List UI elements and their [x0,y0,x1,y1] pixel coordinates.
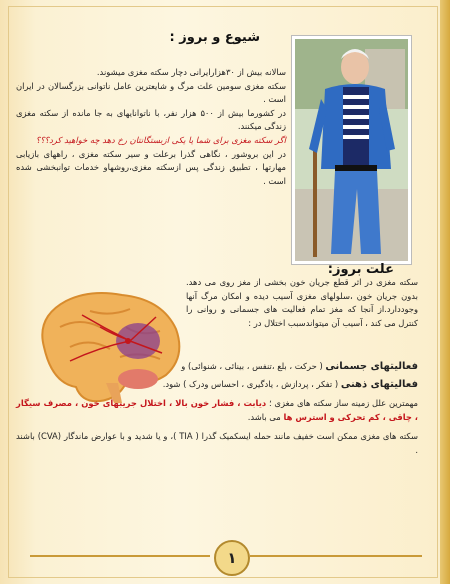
tia-text: سکته های مغزی ممکن است خفیف مانند حمله ایسکمیک گذرا ( TIA )، و یا شدید و با عوارض ماندگار (CVA) باشند . [16,431,418,455]
section-title-prevalence: شیوع و بروز : [169,30,260,45]
elderly-man-photo [292,36,411,264]
mental-activities-text: ( تفکر ، پردازش ، یادگیری ، احساس ودرک ) شود. [162,378,339,389]
mental-activities [16,378,418,392]
page-number: ۱ [214,540,250,576]
physical-activities-label: فعالیتهای جسمانی [325,361,418,372]
physical-activities [16,360,418,374]
elderly-man-illustration [295,39,408,261]
risk-intro: مهمترین علل زمینه ساز سکته های مغزی ؛ [268,398,419,409]
prevalence-text [16,66,286,188]
risk-factors [16,397,418,424]
footer-line-right [250,555,422,557]
highlight-question: اگر سکته مغزی برای شما یا یکی ازبستگانتان رخ دهد چه خواهید کرد؟؟؟ [35,134,286,145]
physical-activities-text: ( حرکت ، بلع ،تنفس ، بینائی ، شنوائی) و [181,361,323,371]
section-title-cause: علت بروز: [327,262,394,277]
mental-activities-label: فعالیتهای ذهنی [340,378,418,390]
cause-lists [16,360,418,458]
prevalence-para-3: در کشورما بیش از ۵۰۰ هزار نفر، با ناتوانایهای به جا مانده از سکته مغزی زندگی میکنند. [16,107,286,132]
cause-para-1: سکته مغزی در اثر قطع جریان خون بخشی از مغز روی می دهد. بدون جریان خون ،سلولهای مغزی آسیب دیده و امکان مرگ آنها وجوددارد.از آنجا که مغز تمام فعالیت های جسمانی و روانی را کنترل می کند ، آسیب آن میتواندسبب اختلال در : [186,277,418,328]
prevalence-para-4: در این بروشور ، نگاهی گذرا برعلت و سیر سکته مغزی ، راههای بازیابی مهارتها ، تطبیق زندگی پس ازسکته مغزی،روشهاو خدمات توانبخشی شده است . [16,148,286,186]
risk-end: می باشد. [247,411,281,422]
prevalence-para-2: سکته مغزی سومین علت مرگ و شایعترین عامل ناتوانی بزرگسالان در ایران است . [16,80,286,105]
prevalence-para-1: سالانه بیش از ۳۰هزارایرانی دچار سکته مغزی میشوند. [96,67,286,77]
footer-line-left [30,555,210,557]
risk-factors-list: دیابت ، فشار خون بالا ، اختلال جریبهای خون ، مصرف سیگار ، چاقی ، کم تحرکی و استرس ها [16,398,418,422]
